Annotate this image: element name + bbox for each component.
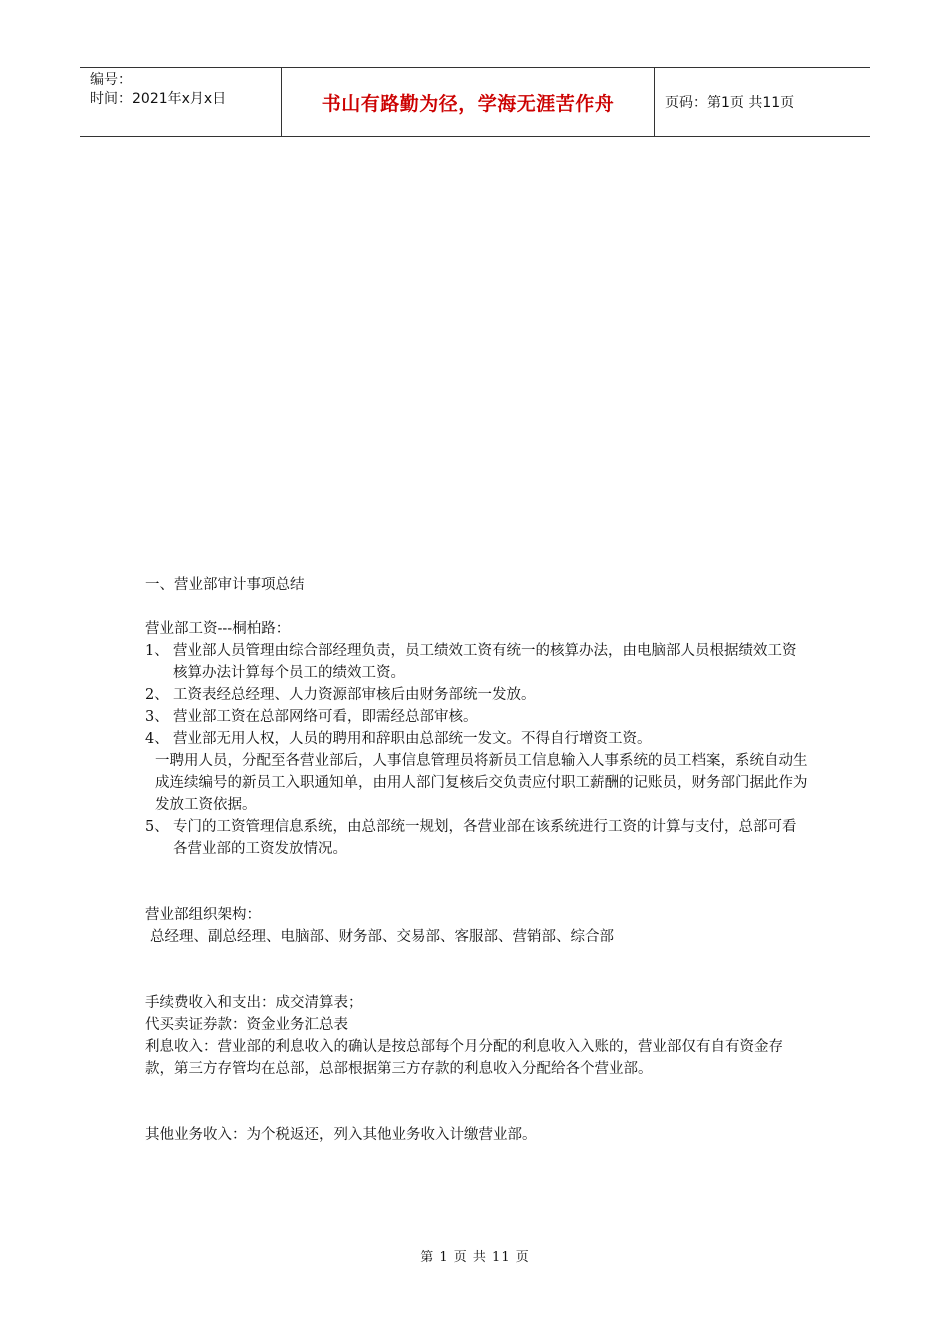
list-item-text: 工资表经总经理、人力资源部审核后由财务部统一发放。 (173, 687, 536, 703)
list-item-number: 2、 (145, 687, 169, 703)
header-meta (80, 68, 282, 136)
org-list: 总经理、副总经理、电脑部、财务部、交易部、客服部、营销部、综合部 (150, 929, 614, 945)
org-heading: 营业部组织架构： (145, 907, 261, 923)
list-item-number: 5、 (145, 819, 169, 835)
hire-paragraph: 一聘用人员，分配至各营业部后，人事信息管理员将新员工信息输入人事系统的员工档案，系统自动生成连续编号的新员工入职通知单，由用人部门复核后交负责应付职工薪酬的记账员，财务部门据此作为发放工资依据。 (155, 753, 808, 813)
list-item-number: 3、 (145, 709, 169, 725)
time-label: 时间：2021年x月x日 (90, 91, 227, 107)
list-item (145, 684, 810, 706)
fee-line: 手续费收入和支出：成交清算表； (145, 995, 363, 1011)
list-item (145, 706, 810, 728)
motto: 书山有路勤为径，学海无涯苦作舟 (282, 68, 655, 136)
list-item (145, 640, 810, 684)
list-item-text: 营业部工资在总部网络可看，即需经总部审核。 (173, 709, 478, 725)
header-table (80, 67, 870, 137)
interest-paragraph: 利息收入：营业部的利息收入的确认是按总部每个月分配的利息收入入账的，营业部仅有自有资金存款，第三方存管均在总部，总部根据第三方存款的利息收入分配给各个营业部。 (145, 1039, 783, 1077)
page-footer: 第 1 页 共 11 页 (420, 1250, 530, 1265)
list-item (145, 728, 810, 750)
salary-heading: 营业部工资---桐柏路： (145, 621, 291, 637)
other-income-line: 其他业务收入：为个税返还，列入其他业务收入计缴营业部。 (145, 1127, 537, 1143)
list-item-text: 专门的工资管理信息系统，由总部统一规划，各营业部在该系统进行工资的计算与支付，总部可看各营业部的工资发放情况。 (173, 819, 797, 857)
list-item-number: 4、 (145, 731, 169, 747)
agency-line: 代买卖证券款：资金业务汇总表 (145, 1017, 348, 1033)
section-title: 一、营业部审计事项总结 (145, 577, 305, 593)
list-item-number: 1、 (145, 643, 169, 659)
list-item-text: 营业部无用人权，人员的聘用和辞职由总部统一发文。不得自行增资工资。 (173, 731, 652, 747)
document-body (145, 574, 810, 1146)
list-item-text: 营业部人员管理由综合部经理负责，员工绩效工资有统一的核算办法，由电脑部人员根据绩效工资核算办法计算每个员工的绩效工资。 (173, 643, 797, 681)
page-code: 页码：第1页 共11页 (665, 95, 795, 111)
list-item (145, 816, 810, 860)
code-label: 编号： (90, 72, 132, 88)
